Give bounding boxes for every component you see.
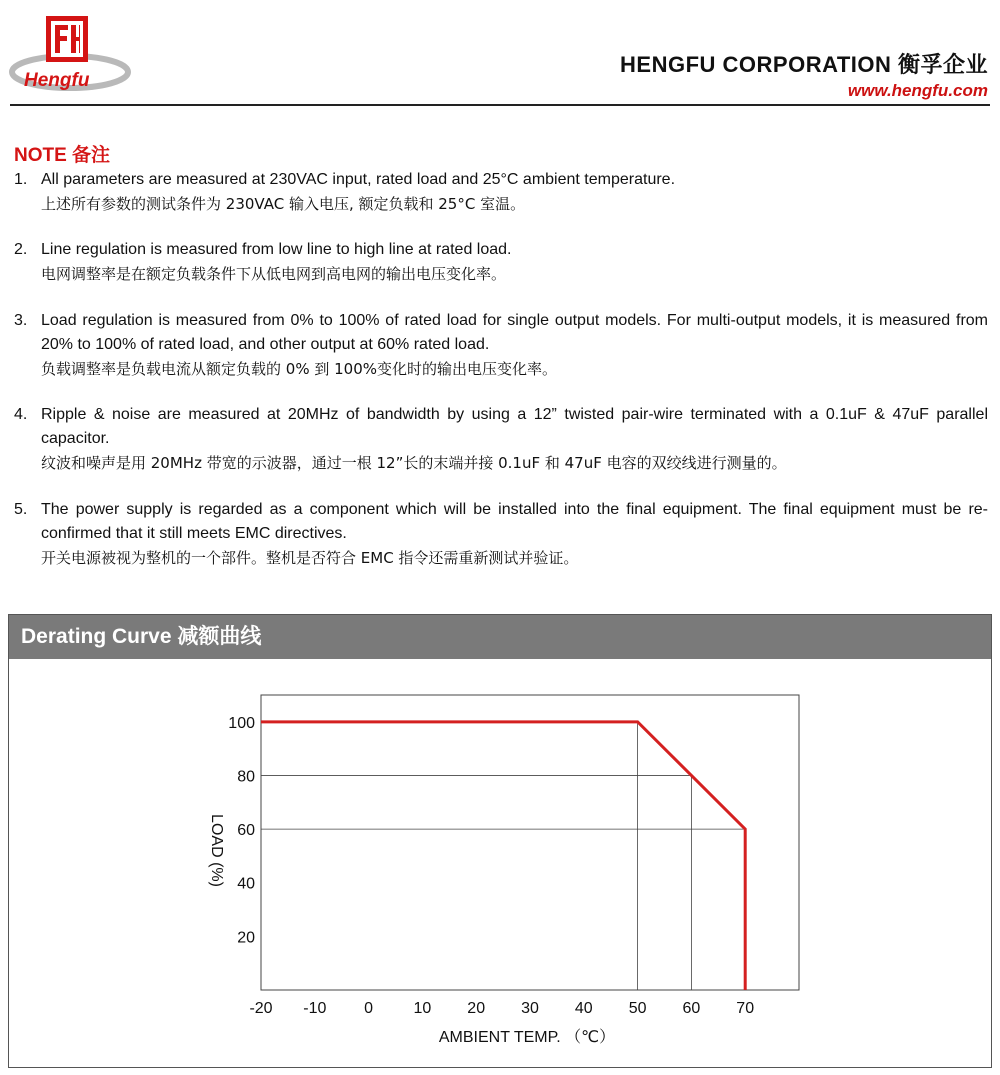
note-number: 4. bbox=[14, 406, 28, 423]
company-website[interactable]: www.hengfu.com bbox=[847, 81, 988, 100]
y-tick-label: 60 bbox=[237, 822, 255, 840]
company-name: HENGFU CORPORATION 衡孚企业 bbox=[620, 52, 988, 77]
note-text-en: Load regulation is measured from 0% to 100% of rated load for single output models. For multi-output models, it is measured from 20% to 100% of rated load, and other output at 60% rated load. bbox=[41, 312, 988, 353]
note-text-en: Line regulation is measured from low line to high line at rated load. bbox=[41, 241, 512, 258]
derating-curve bbox=[261, 722, 745, 990]
x-tick-label: 60 bbox=[682, 1000, 701, 1017]
y-tick-label: 40 bbox=[237, 875, 255, 893]
y-tick-label: 100 bbox=[228, 714, 255, 732]
note-number: 5. bbox=[14, 501, 28, 518]
x-tick-label: 50 bbox=[628, 1000, 647, 1017]
header-divider bbox=[10, 104, 990, 106]
derating-section bbox=[8, 614, 992, 1068]
note-number: 1. bbox=[14, 171, 28, 188]
logo-text: Hengfu bbox=[24, 70, 90, 91]
note-number: 2. bbox=[14, 241, 28, 258]
x-axis-label: AMBIENT TEMP. （℃） bbox=[438, 1029, 616, 1046]
derating-title: Derating Curve 减额曲线 bbox=[9, 615, 991, 659]
x-tick-label: 30 bbox=[521, 1000, 539, 1017]
note-text-en: The power supply is regarded as a component which will be installed into the final equipment. The final equipment must be re-confirmed that it still meets EMC directives. bbox=[41, 501, 988, 542]
y-tick-label: 20 bbox=[237, 929, 255, 947]
note-text-zh: 负载调整率是负载电流从额定负载的 0% 到 100%变化时的输出电压变化率。 bbox=[41, 360, 557, 378]
x-tick-label: 20 bbox=[467, 1000, 486, 1017]
x-tick-label: 40 bbox=[574, 1000, 593, 1017]
page-header bbox=[0, 0, 1000, 106]
note-text-en: Ripple & noise are measured at 20MHz of bandwidth by using a 12” twisted pair-wire terminated with a 0.1uF & 47uF parallel capacitor. bbox=[41, 406, 988, 447]
note-text-zh: 开关电源被视为整机的一个部件。整机是否符合 EMC 指令还需重新测试并验证。 bbox=[41, 549, 579, 567]
y-tick-label: 80 bbox=[237, 768, 255, 786]
x-tick-label: 0 bbox=[364, 1000, 374, 1017]
x-tick-label: 10 bbox=[413, 1000, 432, 1017]
note-text-zh: 上述所有参数的测试条件为 230VAC 输入电压, 额定负载和 25°C 室温。 bbox=[41, 195, 526, 213]
y-axis-label: LOAD (%) bbox=[208, 814, 225, 887]
hengfu-logo bbox=[8, 10, 133, 95]
x-tick-label: -10 bbox=[303, 1000, 327, 1017]
plot-frame bbox=[261, 695, 799, 990]
derating-chart bbox=[9, 615, 990, 1066]
notes-title: NOTE 备注 bbox=[14, 145, 111, 166]
note-number: 3. bbox=[14, 312, 28, 329]
x-tick-label: 70 bbox=[736, 1000, 755, 1017]
note-text-zh: 电网调整率是在额定负载条件下从低电网到高电网的输出电压变化率。 bbox=[41, 265, 507, 283]
note-text-en: All parameters are measured at 230VAC input, rated load and 25°C ambient temperature. bbox=[41, 171, 676, 188]
note-text-zh: 纹波和噪声是用 20MHz 带宽的示波器，通过一根 12”长的末端并接 0.1uF 和 47uF 电容的双绞线进行测量的。 bbox=[41, 454, 787, 472]
x-tick-label: -20 bbox=[249, 1000, 273, 1017]
